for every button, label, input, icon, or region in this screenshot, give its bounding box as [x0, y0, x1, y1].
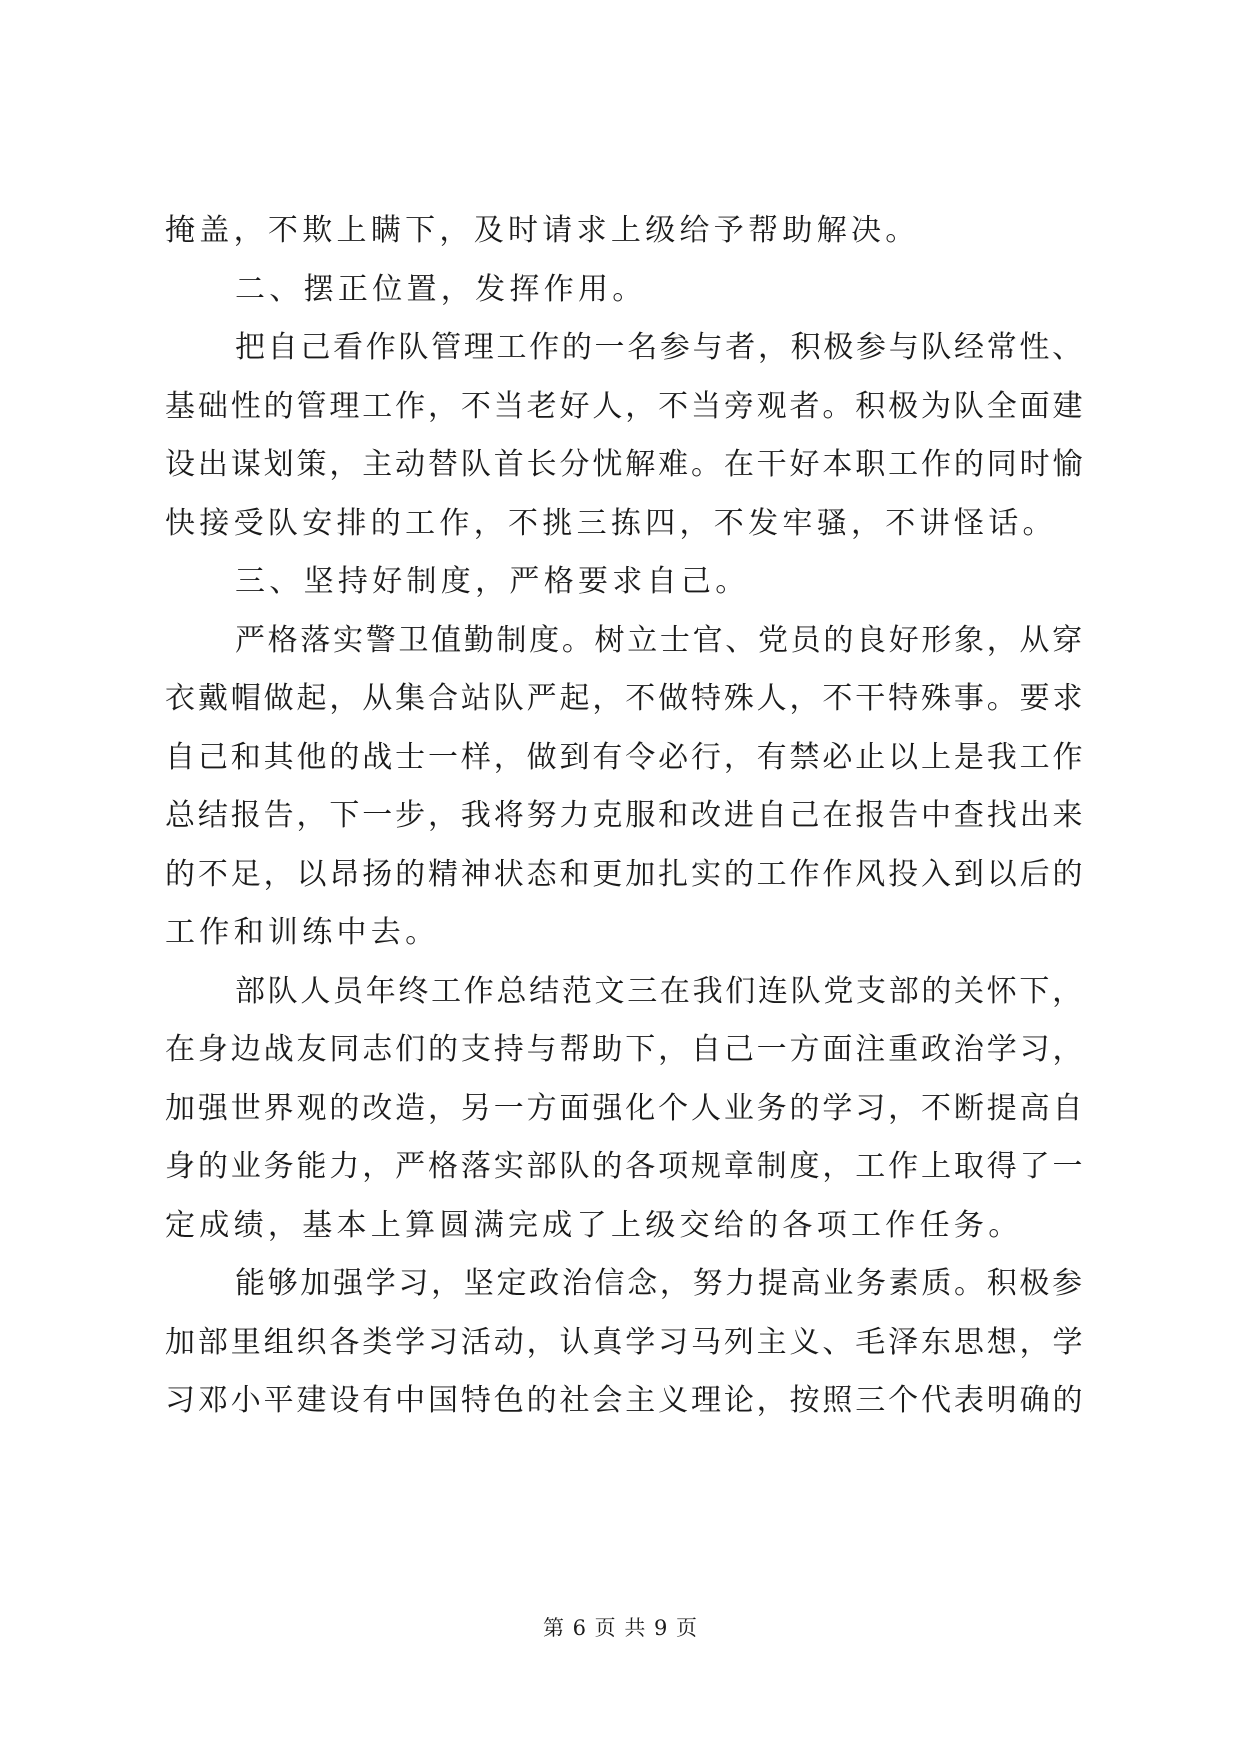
text-line: 掩盖，不欺上瞒下，及时请求上级给予帮助解决。	[165, 213, 920, 248]
text-line: 工作和训练中去。	[165, 915, 440, 950]
document-body	[165, 202, 1085, 1431]
section-heading: 二、摆正位置，发挥作用。	[235, 271, 647, 307]
text-line: 快接受队安排的工作，不挑三拣四，不发牢骚，不讲怪话。	[165, 505, 1057, 541]
text-line: 加部里组织各类学习活动，认真学习马列主义、毛泽东思想，学	[165, 1324, 1086, 1360]
text-line: 衣戴帽做起，从集合站队严起，不做特殊人，不干特殊事。要求	[165, 681, 1086, 716]
text-line: 的不足，以昂扬的精神状态和更加扎实的工作作风投入到以后的	[165, 856, 1086, 892]
text-line: 定成绩，基本上算圆满完成了上级交给的各项工作任务。	[165, 1207, 1023, 1243]
text-line: 基础性的管理工作，不当老好人，不当旁观者。积极为队全面建	[165, 388, 1086, 424]
text-line: 在身边战友同志们的支持与帮助下，自己一方面注重政治学习，	[165, 1032, 1086, 1067]
section-heading: 三、坚持好制度，严格要求自己。	[235, 564, 750, 599]
text-line: 身的业务能力，严格落实部队的各项规章制度，工作上取得了一	[165, 1149, 1086, 1184]
text-line: 自己和其他的战士一样，做到有令必行，有禁必止以上是我工作	[165, 739, 1086, 775]
text-line: 设出谋划策，主动替队首长分忧解难。在干好本职工作的同时愉	[165, 447, 1086, 482]
text-line: 总结报告，下一步，我将努力克服和改进自己在报告中查找出来	[165, 798, 1086, 833]
text-line: 习邓小平建设有中国特色的社会主义理论，按照三个代表明确的	[165, 1383, 1086, 1418]
text-line: 能够加强学习，坚定政治信念，努力提高业务素质。积极参	[235, 1266, 1085, 1301]
text-line: 加强世界观的改造，另一方面强化个人业务的学习，不断提高自	[165, 1090, 1086, 1126]
text-line: 把自己看作队管理工作的一名参与者，积极参与队经常性、	[235, 330, 1085, 365]
text-line: 严格落实警卫值勤制度。树立士官、党员的良好形象，从穿	[235, 622, 1085, 658]
page-number-footer: 第 6 页 共 9 页	[542, 1616, 699, 1640]
text-line: 部队人员年终工作总结范文三在我们连队党支部的关怀下，	[235, 973, 1085, 1009]
